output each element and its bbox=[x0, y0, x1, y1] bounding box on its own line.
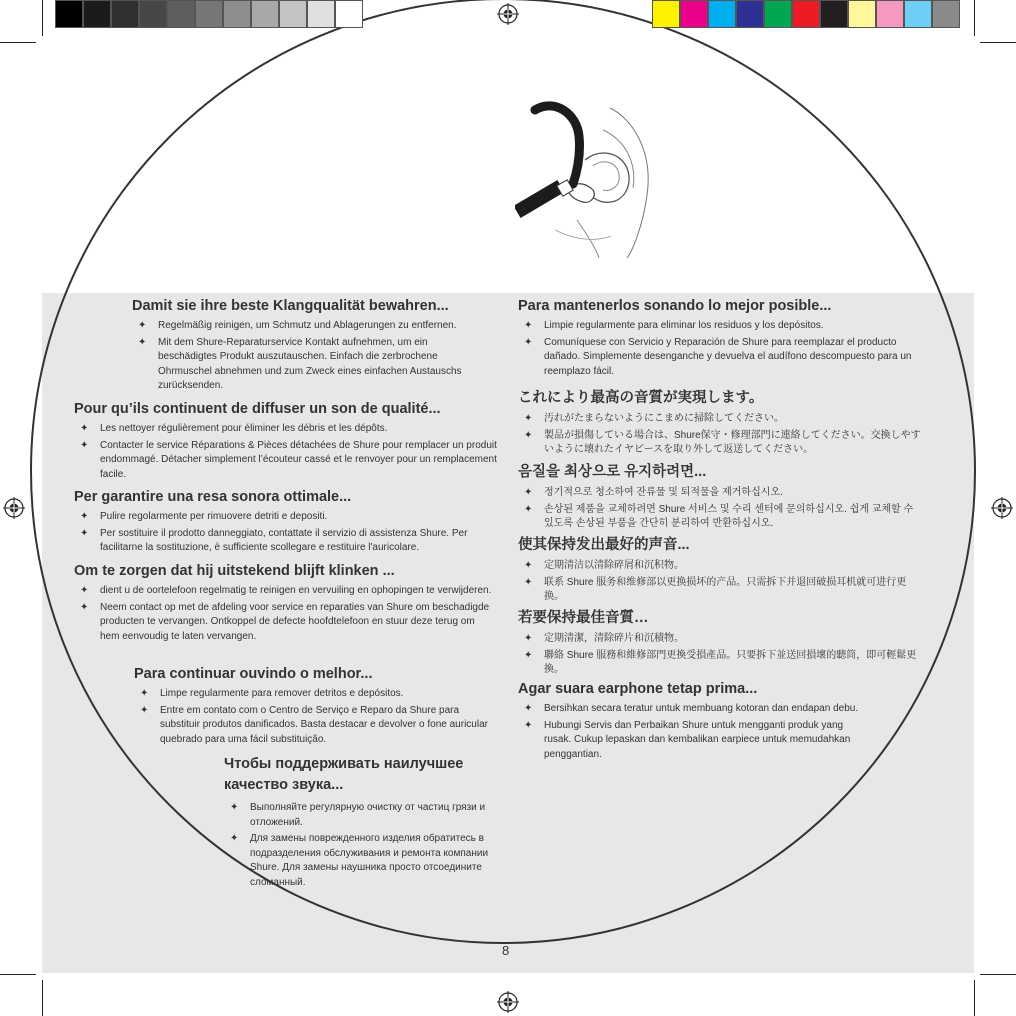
section-title: Agar suara earphone tetap prima... bbox=[518, 681, 758, 697]
section-es bbox=[518, 298, 918, 379]
bullet-text: Regelmäßig reinigen, um Schmutz und Ablagerungen zu entfernen. bbox=[158, 320, 457, 331]
bullet-text: 定期清洁以清除碎屑和沉积物。 bbox=[544, 560, 684, 571]
bullet-item bbox=[132, 319, 487, 334]
section-title: Para mantenerlos sonando lo mejor posible... bbox=[518, 298, 832, 314]
color-swatch bbox=[335, 0, 363, 28]
section-ru bbox=[224, 754, 504, 890]
bullet-item bbox=[134, 687, 494, 702]
bullet-star-icon: ✦ bbox=[524, 633, 533, 644]
bullet-item bbox=[132, 336, 487, 394]
color-swatch bbox=[251, 0, 279, 28]
bullet-item bbox=[74, 510, 502, 525]
section-title: 음질을 최상으로 유지하려면... bbox=[518, 464, 707, 480]
color-swatch bbox=[167, 0, 195, 28]
crop-mark bbox=[980, 974, 1016, 975]
color-swatch bbox=[139, 0, 167, 28]
bullet-text: Contacter le service Réparations & Pièces détachées de Shure pour remplacer un produit endommagé. Détacher simplement l’écouteur cassé et le renvoyer pour un remplacement facile. bbox=[100, 439, 497, 480]
bullet-item bbox=[518, 576, 918, 605]
bullet-item bbox=[518, 559, 918, 574]
bullet-item bbox=[518, 702, 868, 717]
registration-target-icon bbox=[497, 3, 519, 25]
color-swatch bbox=[279, 0, 307, 28]
crop-mark bbox=[980, 42, 1016, 43]
section-title: これにより最高の音質が実現します。 bbox=[518, 390, 764, 406]
bullet-star-icon: ✦ bbox=[80, 527, 89, 539]
bullet-text: Limpie regularmente para eliminar los residuos y los depósitos. bbox=[544, 320, 824, 331]
color-swatch bbox=[792, 0, 820, 28]
section-it bbox=[74, 489, 502, 556]
bullet-item bbox=[518, 429, 928, 458]
bullet-star-icon: ✦ bbox=[140, 688, 149, 699]
bullet-star-icon: ✦ bbox=[80, 511, 89, 522]
crop-mark bbox=[974, 980, 975, 1016]
bullet-star-icon: ✦ bbox=[524, 560, 533, 571]
bullet-text: Pulire regolarmente per rimuovere detriti e depositi. bbox=[100, 511, 328, 522]
section-title: 若要保持最佳音質… bbox=[518, 610, 649, 626]
section-title: Per garantire una resa sonora ottimale... bbox=[74, 489, 352, 505]
bullet-star-icon: ✦ bbox=[80, 439, 89, 451]
bullet-text: 联系 Shure 服务和维修部以更换损坏的产品。只需拆下并退回破损耳机就可进行更换。 bbox=[544, 576, 907, 602]
bullet-star-icon: ✦ bbox=[80, 423, 89, 434]
bullet-item bbox=[518, 319, 918, 334]
bullet-item bbox=[224, 832, 504, 890]
registration-target-icon bbox=[497, 991, 519, 1013]
bullet-text: Les nettoyer régulièrement pour éliminer les débris et les dépôts. bbox=[100, 423, 388, 434]
bullet-star-icon: ✦ bbox=[524, 429, 533, 441]
bullet-text: 汚れがたまらないようにこまめに掃除してください。 bbox=[544, 413, 784, 424]
bullet-star-icon: ✦ bbox=[140, 704, 149, 716]
section-zh_tw bbox=[518, 606, 918, 678]
bullet-text: Per sostituire il prodotto danneggiato, contattate il servizio di assistenza Shure. Per facilitarne la sostituzione, è sufficiente scollegare e restituire l'auricolare. bbox=[100, 527, 468, 553]
bullet-item bbox=[518, 503, 918, 532]
bullet-text: Comuníquese con Servicio y Reparación de Shure para reemplazar el producto dañado. Simplemente desenganche y devuelva el audífono descompuesto para un reemplazo fácil. bbox=[544, 336, 912, 377]
section-de bbox=[132, 298, 487, 394]
bullet-item bbox=[224, 801, 504, 830]
bullet-text: Выполняйте регулярную очистку от частиц грязи и отложений. bbox=[250, 802, 486, 828]
section-title: Pour qu’ils continuent de diffuser un son de qualité... bbox=[74, 401, 441, 417]
bullet-text: Mit dem Shure-Reparaturservice Kontakt aufnehmen, um ein beschädigtes Produkt auszutauschen. Einfach die zerbrochene Ohrmuschel abnehmen und zum Zweck eines einfachen Austauschs zurücksenden. bbox=[158, 336, 462, 391]
bullet-item bbox=[518, 412, 928, 427]
section-title: Om te zorgen dat hij uitstekend blijft klinken ... bbox=[74, 563, 395, 579]
bullet-text: 정기적으로 청소하여 잔류물 및 퇴적물을 제거하십시오. bbox=[544, 487, 783, 498]
registration-target-icon bbox=[3, 497, 25, 519]
color-swatch bbox=[848, 0, 876, 28]
bullet-text: Neem contact op met de afdeling voor service en reparaties van Shure om beschadigde producten te vervangen. Ontkoppel de defecte hoofdtelefoon en stuur deze terug om hem eenvoudig te laten vervangen. bbox=[100, 601, 490, 642]
section-title: Damit sie ihre beste Klangqualität bewahren... bbox=[132, 298, 449, 314]
registration-target-icon bbox=[991, 497, 1013, 519]
bullet-star-icon: ✦ bbox=[524, 487, 533, 498]
section-pt bbox=[134, 666, 494, 747]
bullet-star-icon: ✦ bbox=[524, 336, 533, 348]
bullet-item bbox=[134, 704, 494, 748]
color-swatch bbox=[932, 0, 960, 28]
color-swatch bbox=[195, 0, 223, 28]
bullet-item bbox=[74, 584, 494, 599]
color-swatch bbox=[223, 0, 251, 28]
bullet-text: 聯絡 Shure 服務和維修部門更換受損產品。只要拆下並送回損壞的聽筒，即可輕鬆更換。 bbox=[544, 649, 917, 675]
color-swatch bbox=[652, 0, 680, 28]
crop-mark bbox=[0, 974, 36, 975]
color-swatch bbox=[307, 0, 335, 28]
earphone-ear-illustration bbox=[515, 100, 660, 260]
bullet-item bbox=[518, 486, 918, 501]
section-nl bbox=[74, 563, 494, 644]
bullet-item bbox=[518, 632, 918, 647]
bullet-text: 製品が損傷している場合は、Shure保守・修理部門に連絡してください。交換しやすいように壊れたイヤピースを取り外して返送してください。 bbox=[544, 429, 921, 455]
bullet-star-icon: ✦ bbox=[138, 320, 147, 331]
section-title: 使其保持发出最好的声音... bbox=[518, 537, 690, 553]
crop-mark bbox=[42, 980, 43, 1016]
bullet-star-icon: ✦ bbox=[230, 833, 239, 844]
bullet-item bbox=[74, 439, 502, 483]
color-swatch bbox=[736, 0, 764, 28]
crop-mark bbox=[974, 0, 975, 36]
color-swatch bbox=[708, 0, 736, 28]
section-ja bbox=[518, 386, 928, 458]
color-swatch bbox=[83, 0, 111, 28]
color-swatch bbox=[111, 0, 139, 28]
bullet-text: dient u de oortelefoon regelmatig te reinigen en vervuiling en ophopingen te verwijderen. bbox=[100, 585, 492, 596]
bullet-item bbox=[74, 527, 502, 556]
color-swatch bbox=[55, 0, 83, 28]
bullet-text: 定期清潔，清除碎片和沉積物。 bbox=[544, 633, 684, 644]
section-title: Para continuar ouvindo o melhor... bbox=[134, 666, 373, 682]
bullet-star-icon: ✦ bbox=[80, 585, 89, 596]
bullet-star-icon: ✦ bbox=[524, 503, 533, 515]
bullet-star-icon: ✦ bbox=[524, 576, 533, 588]
bullet-text: Limpe regularmente para remover detritos e depósitos. bbox=[160, 688, 404, 699]
bullet-item bbox=[518, 336, 918, 380]
page-number: 8 bbox=[502, 943, 510, 958]
color-swatch bbox=[820, 0, 848, 28]
bullet-text: Bersihkan secara teratur untuk membuang kotoran dan endapan debu. bbox=[544, 703, 859, 714]
bullet-star-icon: ✦ bbox=[524, 413, 533, 424]
color-swatch bbox=[680, 0, 708, 28]
bullet-text: Hubungi Servis dan Perbaikan Shure untuk mengganti produk yang rusak. Cukup lepaskan dan kembalikan earpiece untuk memudahkan penggantian. bbox=[544, 719, 851, 760]
bullet-star-icon: ✦ bbox=[524, 719, 533, 731]
bullet-text: 손상된 제품을 교체하려면 Shure 서비스 및 수리 센터에 문의하십시오. 쉽게 교체할 수 있도록 손상된 부품을 간단히 분리하여 반환하십시오. bbox=[544, 503, 914, 529]
bullet-item bbox=[518, 719, 868, 763]
bullet-star-icon: ✦ bbox=[524, 320, 533, 331]
bullet-star-icon: ✦ bbox=[230, 802, 239, 813]
bullet-star-icon: ✦ bbox=[80, 601, 89, 613]
section-zh_cn bbox=[518, 533, 918, 605]
crop-mark bbox=[0, 42, 36, 43]
bullet-item bbox=[74, 422, 502, 437]
section-fr bbox=[74, 401, 502, 482]
bullet-star-icon: ✦ bbox=[524, 703, 533, 714]
section-id bbox=[518, 681, 868, 762]
section-title: Чтобы поддерживать наилучшее качество звука... bbox=[224, 756, 464, 793]
bullet-star-icon: ✦ bbox=[524, 649, 533, 661]
color-swatch bbox=[904, 0, 932, 28]
bullet-item bbox=[518, 649, 918, 678]
bullet-star-icon: ✦ bbox=[138, 336, 147, 348]
bullet-text: Entre em contato com o Centro de Serviço e Reparo da Shure para substituir produtos danificados. Basta destacar e devolver o fone auricular quebrado para uma fácil substituição. bbox=[160, 704, 488, 745]
crop-mark bbox=[42, 0, 43, 36]
bullet-text: Для замены поврежденного изделия обратитесь в подразделения обслуживания и ремонта компании Shure. Для замены наушника просто отсоедините сломанный. bbox=[250, 833, 489, 888]
color-swatch bbox=[876, 0, 904, 28]
bullet-item bbox=[74, 601, 494, 645]
color-swatch bbox=[764, 0, 792, 28]
section-ko bbox=[518, 460, 918, 532]
